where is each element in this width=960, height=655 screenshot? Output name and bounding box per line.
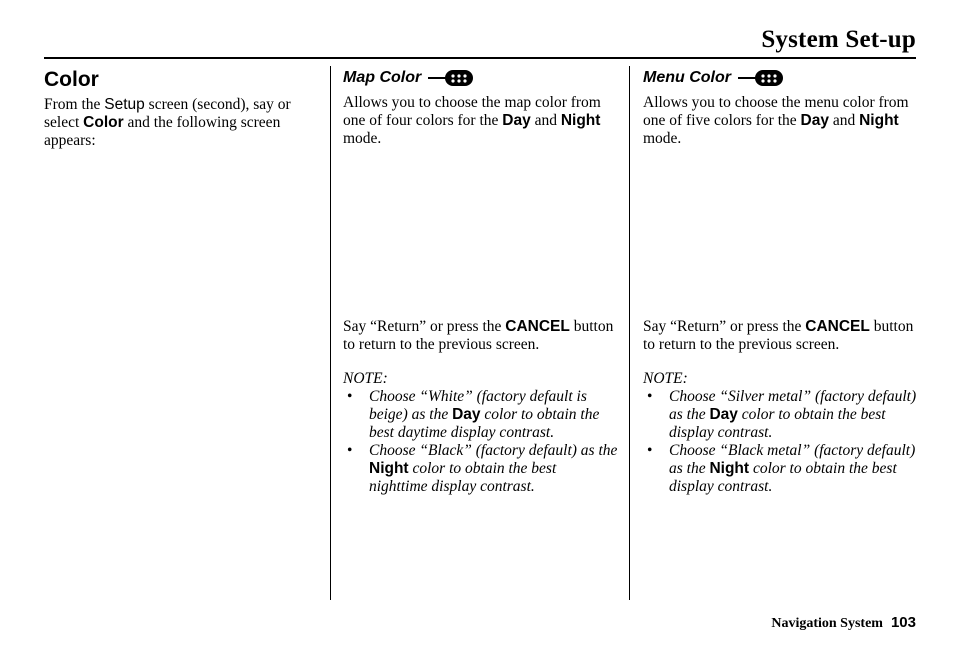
text: Allows you to choose the map color from one of four colors for the — [343, 94, 601, 129]
text: Allows you to choose the menu color from one of five colors for the — [643, 94, 909, 129]
night-term: Night — [369, 460, 409, 477]
page-footer — [771, 614, 916, 632]
list-item — [343, 388, 618, 442]
header-rule — [44, 57, 916, 59]
text: color to obtain the best daytime display contrast. — [369, 406, 600, 441]
voice-command-icon — [737, 68, 785, 88]
text: From the — [44, 96, 105, 113]
text: color to obtain the best display contrast. — [669, 460, 897, 495]
text: mode. — [343, 130, 382, 147]
list-item — [343, 442, 618, 496]
text: and — [828, 112, 860, 129]
return-paragraph — [643, 318, 918, 354]
text: Say “Return” or press the — [343, 318, 506, 335]
text: Say “Return” or press the — [643, 318, 806, 335]
description-paragraph — [343, 94, 618, 148]
page-number: 103 — [890, 614, 916, 631]
text: Choose “Black metal” (factory default) as the — [669, 442, 916, 477]
text: and — [530, 112, 561, 129]
day-term: Day — [800, 112, 829, 129]
note-list — [343, 388, 618, 496]
subheading-text: Map Color — [343, 69, 422, 86]
day-term: Day — [452, 406, 481, 423]
column-map-color — [343, 66, 618, 496]
column-divider — [330, 66, 331, 600]
night-term: Night — [709, 460, 750, 477]
text: color to obtain the best display contrast. — [669, 406, 886, 441]
list-item — [643, 442, 918, 496]
list-item — [643, 388, 918, 442]
text: Choose “Silver metal” (factory default) as the — [669, 388, 917, 423]
footer-label: Navigation System — [771, 616, 883, 631]
column-divider — [629, 66, 630, 600]
intro-paragraph — [44, 96, 319, 150]
cancel-term: CANCEL — [805, 318, 870, 335]
text: screen (second), say or select — [44, 96, 291, 131]
day-term: Day — [502, 112, 531, 129]
text: and the following screen appears: — [44, 114, 281, 149]
night-term: Night — [859, 112, 899, 129]
screen-image-space — [343, 148, 618, 318]
page-title: System Set-up — [761, 26, 916, 53]
text: button to return to the previous screen. — [643, 318, 914, 353]
column-menu-color — [643, 66, 918, 496]
voice-command-icon — [427, 68, 475, 88]
setup-term: Setup — [104, 96, 145, 113]
note-title: NOTE: — [343, 370, 388, 387]
subheading-map-color — [343, 68, 618, 88]
return-paragraph — [343, 318, 618, 354]
section-heading-color: Color — [44, 68, 99, 91]
text: Choose “Black” (factory default) as the — [369, 442, 618, 459]
note-title: NOTE: — [643, 370, 688, 387]
color-term: Color — [83, 114, 124, 131]
note-list — [643, 388, 918, 496]
column-color — [44, 66, 319, 150]
text: color to obtain the best nighttime display contrast. — [369, 460, 557, 495]
screen-image-space — [643, 148, 918, 318]
description-paragraph — [643, 94, 918, 148]
text: button to return to the previous screen. — [343, 318, 614, 353]
day-term: Day — [709, 406, 738, 423]
text: mode. — [643, 130, 682, 147]
night-term: Night — [560, 112, 601, 129]
cancel-term: CANCEL — [505, 318, 570, 335]
subheading-menu-color — [643, 68, 918, 88]
subheading-text: Menu Color — [643, 69, 731, 86]
text: Choose “White” (factory default is beige) as the — [369, 388, 587, 423]
